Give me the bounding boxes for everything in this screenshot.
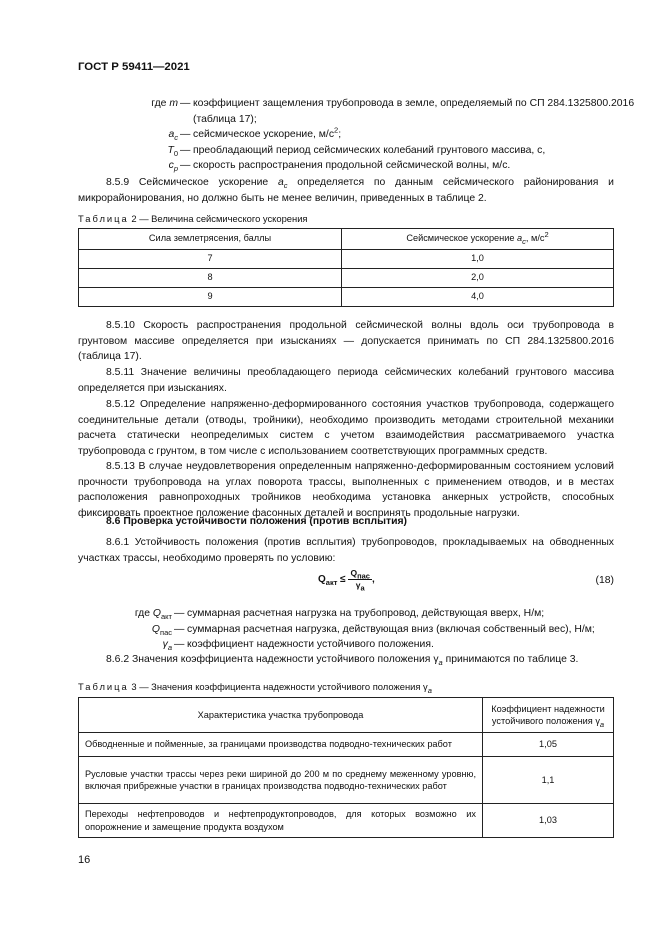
table-3-caption: Таблица 3 — Значения коэффициента надежности устойчивого положения $\gamma_a$	[78, 681, 432, 695]
table-row	[79, 269, 614, 288]
paragraph-8-5-10: 8.5.10 Скорость распространения продольной сейсмической волны вдоль оси трубопровода в грунтовом массиве определяется при изысканиях — допускается принимать по СП 284.1325800.2016 (таблица 17).	[78, 320, 614, 363]
paragraph-8-5-9: 8.5.9 Сейсмическое ускорение $a_c$ определяется по данным сейсмического районирования и микрорайонирования, но должно быть не менее величин, приведенных в таблице 2.	[78, 177, 614, 204]
table-cell-acceleration: 2,0	[342, 269, 614, 288]
table-2-caption: Таблица 2 — Величина сейсмического ускорения	[78, 213, 308, 224]
definition-item: где $Q_{акт}$ — суммарная расчетная нагрузка на трубопровод, действующая вверх, Н/м;	[134, 608, 545, 622]
table-3-header-characteristic: Характеристика участка трубопровода	[79, 698, 483, 733]
table-cell-coefficient: 1,1	[483, 757, 614, 804]
table-2-header-acceleration: Сейсмическое ускорение $a_c$, $м/с^2$	[342, 229, 614, 250]
definition-item: $T_0$ — преобладающий период сейсмических колебаний грунтового массива, с,	[167, 144, 546, 158]
table-row	[79, 804, 614, 838]
definitions-list-1	[78, 96, 635, 174]
page-header: ГОСТ Р 59411—2021	[78, 61, 190, 73]
table-row	[79, 757, 614, 804]
table-2	[78, 228, 614, 307]
definition-continuation: (таблица 17);	[193, 113, 257, 125]
table-cell-acceleration: 1,0	[342, 250, 614, 269]
table-row	[79, 288, 614, 307]
definition-item: где m — коэффициент защемления трубопровода в земле, определяемый по СП 284.1325800.2016	[151, 98, 635, 109]
paragraph-8-5-11: 8.5.11 Значение величины преобладающего периода сейсмических колебаний грунтового массива определяется при изысканиях.	[78, 367, 614, 394]
table-cell-characteristic: Русловые участки трассы через реки шириной до 200 м по среднему меженному уровню, включая прибрежные участки в границах производства подводно-технических работ	[79, 757, 483, 804]
table-3-header-coefficient: Коэффициент надежности устойчивого положения $\gamma_a$	[483, 698, 614, 733]
table-2-header-force: Сила землетрясения, баллы	[79, 229, 342, 250]
table-cell-coefficient: 1,05	[483, 733, 614, 757]
formula-18: $Q_{акт}$ ≤ $\frac{Q_{пас}}{\gamma_а}$ ,	[318, 568, 375, 593]
paragraph-8-6-2: 8.6.2 Значения коэффициента надежности устойчивого положения $\gamma_a$ принимаются по таблице 3.	[106, 654, 579, 668]
paragraph-8-6-1: 8.6.1 Устойчивость положения (против всплытия) трубопроводов, прокладываемых на обводненных участках трассы, необходимо проверять по условию:	[78, 537, 614, 564]
table-cell-force: 7	[79, 250, 342, 269]
table-3	[78, 697, 614, 838]
table-cell-acceleration: 4,0	[342, 288, 614, 307]
page-number: 16	[78, 854, 91, 866]
paragraph-8-5-13: 8.5.13 В случае неудовлетворения определенным напряженно-деформированным состоянием условий прочности трубопровода на углах поворота трассы, выполненных с применением отводов, и в местах расположения равнопроходных тройников необходима установка анкерных устройств, способных фиксировать проектное положение фасонных деталей и воспринять продольные нагрузки.	[78, 461, 614, 519]
table-cell-force: 9	[79, 288, 342, 307]
table-row	[79, 733, 614, 757]
section-heading-8-6: 8.6 Проверка устойчивости положения (против всплытия)	[106, 516, 407, 527]
table-cell-coefficient: 1,03	[483, 804, 614, 838]
table-cell-characteristic: Обводненные и пойменные, за границами производства подводно-технических работ	[79, 733, 483, 757]
table-row	[79, 250, 614, 269]
definition-item: $c_p$ — скорость распространения продольной сейсмической волны, м/с.	[168, 160, 511, 174]
paragraph-8-5-12: 8.5.12 Определение напряженно-деформированного состояния участков трубопровода, содержащего соединительные детали (отводы, тройники), необходимо производить методами строительной механики расчета статически неопределимых систем с учетом взаимодействия рассматриваемого участка трубопровода с грунтом, в том числе с использованием соответствующих программных средств.	[78, 399, 614, 457]
definition-item: $\gamma_a$ — коэффициент надежности устойчивого положения.	[162, 639, 434, 653]
formula-number: (18)	[595, 575, 614, 586]
definitions-list-2	[78, 606, 614, 653]
definition-item: $Q_{пас}$ — суммарная расчетная нагрузка, действующая вниз (включая собственный вес), Н/м;	[151, 623, 595, 637]
table-cell-characteristic: Переходы нефтепроводов и нефтепродуктопроводов, для которых возможно их опорожнение и замещение продукта воздухом	[79, 804, 483, 838]
table-cell-force: 8	[79, 269, 342, 288]
definition-item: $a_c$ — сейсмическое ускорение, $м/с^2$;	[168, 125, 342, 143]
